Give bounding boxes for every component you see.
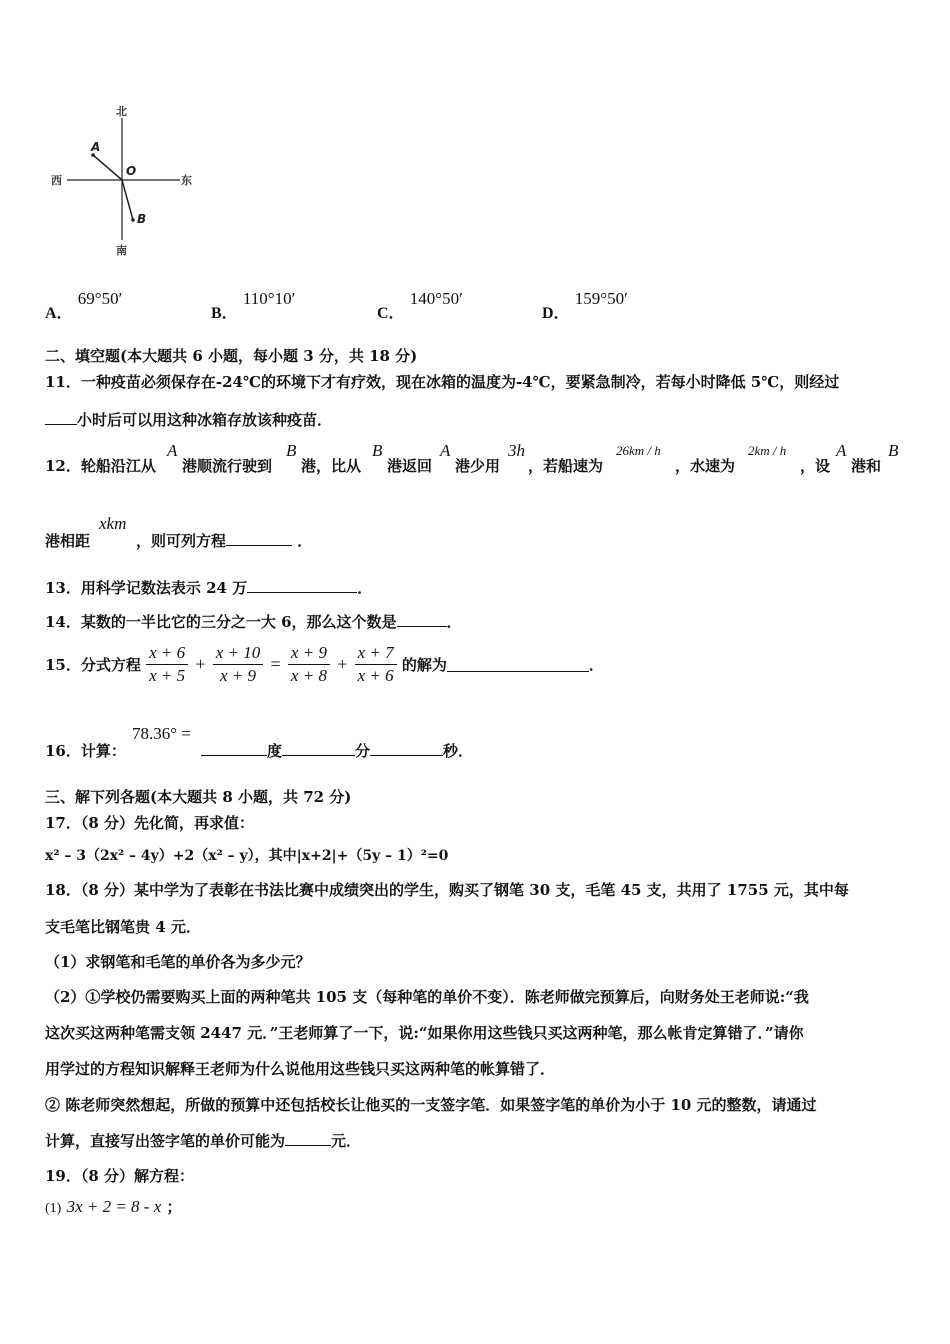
q12-equation-prompt [136, 530, 312, 551]
q12-math: xkm [99, 514, 127, 533]
answer-blank[interactable] [45, 410, 77, 425]
q14-text: 14．某数的一半比它的三分之一大 6，那么这个数是 [45, 613, 397, 631]
ray-oa [93, 155, 122, 180]
option-c [377, 286, 463, 322]
answer-blank[interactable] [226, 531, 292, 546]
q15-end: ． [588, 656, 604, 674]
q18-line1: 18．（8 分）某中学为了表彰在书法比赛中成绩突出的学生，购买了钢笔 30 支，毛笔 45 支，共用了 1755 元，其中每 [45, 881, 849, 899]
q12-math: A [836, 441, 847, 460]
q17-expression: x² – 3（2x² – 4y）+2（x² – y），其中|x+2|+（5y – 1）²=0 [45, 848, 449, 864]
q11-text: 小时后可以用这种冰箱存放该种疫苗． [77, 411, 333, 429]
q12-text: 港返回 [387, 457, 433, 475]
point-a-label: A [91, 140, 101, 154]
q18-sub2-line1: （2）①学校仍需要购买上面的两种笔共 105 支（每种笔的单价不变）．陈老师做完预算后，向财务处王老师说:“我 [45, 988, 809, 1006]
option-a [45, 286, 123, 322]
plus-sign: + [337, 654, 348, 674]
q13 [45, 577, 372, 598]
q12-math: 3h [508, 441, 525, 460]
denominator: x + 6 [357, 666, 394, 685]
equals-sign: = [270, 654, 281, 674]
q16-label: 16．计算： [45, 742, 126, 760]
q14-end: ． [446, 613, 462, 631]
option-value: 159°50′ [574, 289, 628, 308]
q18-sub3-end: 元． [331, 1132, 362, 1150]
answer-blank[interactable] [282, 741, 355, 756]
north-label: 北 [116, 105, 127, 118]
q19-eq1-expr: 3x + 2 = 8 - x [66, 1197, 162, 1216]
q12-math: 26km / h [616, 443, 661, 458]
fraction [146, 643, 188, 686]
point-b-label: B [137, 212, 147, 226]
q12-math: B [372, 441, 383, 460]
option-value: 110°10′ [242, 289, 296, 308]
q18-line2: 支毛笔比钢笔贵 4 元． [45, 918, 201, 936]
q12-text: 港顺流行驶到 [182, 457, 273, 475]
q18-sub3-line2 [45, 1130, 361, 1151]
q16-min: 分 [355, 742, 371, 760]
answer-blank[interactable] [397, 612, 447, 627]
q11-line1: 11．一种疫苗必须保存在-24℃的环境下才有疗效，现在冰箱的温度为-4℃，要紧急制冷，若每小时降低 5℃，则经过 [45, 373, 840, 391]
q15-after: 的解为 [401, 656, 447, 674]
q14 [45, 611, 462, 632]
fraction [213, 643, 264, 686]
q12-text: 12．轮船沿江从 [45, 457, 156, 475]
q12-math: A [440, 441, 451, 460]
q15 [45, 643, 604, 693]
south-label: 南 [116, 244, 127, 257]
fraction [355, 643, 397, 686]
q12-text: ，则可列方程 [136, 532, 227, 550]
option-d [542, 286, 628, 322]
q16-blanks [201, 740, 473, 761]
q18-sub1: （1）求钢笔和毛笔的单价各为多少元？ [45, 953, 311, 971]
q17-title: 17．（8 分）先化简，再求值： [45, 814, 255, 832]
q12-text: ，若船速为 [528, 457, 604, 475]
option-letter: A． [45, 305, 73, 322]
q18-sub3-line1: ② 陈老师突然想起，所做的预算中还包括校长让他买的一支签字笔．如果签字笔的单价为小于 10 元的整数，请通过 [45, 1096, 817, 1114]
option-b [211, 286, 296, 322]
q12-line2 [45, 514, 445, 554]
q11-line2 [45, 409, 332, 430]
point-b-dot [131, 218, 135, 222]
q12-text: ，设 [800, 457, 831, 475]
answer-blank[interactable] [370, 741, 443, 756]
section-3-title: 三、解下列各题(本大题共 8 小题，共 72 分) [45, 788, 352, 806]
q12-math: A [167, 441, 178, 460]
fraction [288, 643, 330, 686]
numerator: x + 7 [355, 643, 397, 665]
option-value: 140°50′ [409, 289, 463, 308]
origin-label: O [126, 164, 137, 178]
numerator: x + 6 [146, 643, 188, 665]
q12-text: 港少用 [455, 457, 501, 475]
q16 [45, 724, 545, 764]
ray-ob [122, 180, 133, 220]
answer-blank[interactable] [247, 578, 357, 593]
q19-eq1-label: (1) [45, 1201, 62, 1216]
q12-math: 2km / h [748, 443, 787, 458]
q12-text: 港和 [851, 457, 882, 475]
option-letter: C． [377, 305, 405, 322]
q13-end: ． [357, 579, 373, 597]
q18-sub3-text: 计算，直接写出签字笔的单价可能为 [45, 1132, 286, 1150]
west-label: 西 [51, 174, 62, 187]
q12-math: B [888, 441, 899, 460]
q19-title: 19．（8 分）解方程： [45, 1167, 195, 1185]
q12-text: 港相距 [45, 532, 91, 550]
q16-deg: 度 [267, 742, 283, 760]
plus-sign: + [195, 654, 206, 674]
q13-text: 13．用科学记数法表示 24 万 [45, 579, 248, 597]
q19-eq1 [45, 1196, 182, 1217]
numerator: x + 9 [288, 643, 330, 665]
answer-blank[interactable] [447, 657, 589, 672]
denominator: x + 5 [149, 666, 186, 685]
q12-text: 港，比从 [301, 457, 362, 475]
q16-expr: 78.36° = [132, 724, 191, 743]
option-value: 69°50′ [77, 289, 123, 308]
q19-eq1-end: ； [166, 1198, 182, 1216]
option-letter: D． [542, 305, 570, 322]
east-label: 东 [181, 174, 192, 187]
denominator: x + 9 [220, 666, 257, 685]
answer-blank[interactable] [201, 741, 267, 756]
q12-text: ，水速为 [675, 457, 736, 475]
q12-math: B [286, 441, 297, 460]
q18-sub2-line2: 这次买这两种笔需支领 2447 元．”王老师算了一下，说:“如果你用这些钱只买这两种笔，那么帐肯定算错了．”请你 [45, 1024, 804, 1042]
answer-blank[interactable] [285, 1131, 331, 1146]
option-letter: B． [211, 305, 238, 322]
q15-label: 15．分式方程 [45, 656, 141, 674]
q12-text: ． [297, 532, 313, 550]
q16-sec: 秒． [443, 742, 474, 760]
q12-line1 [45, 441, 925, 481]
section-2-title: 二、填空题(本大题共 6 小题，每小题 3 分，共 18 分) [45, 347, 418, 365]
q18-sub2-line3: 用学过的方程知识解释王老师为什么说他用这些钱只买这两种笔的帐算错了． [45, 1060, 556, 1078]
compass-diagram [40, 100, 210, 260]
numerator: x + 10 [213, 643, 264, 665]
denominator: x + 8 [290, 666, 327, 685]
